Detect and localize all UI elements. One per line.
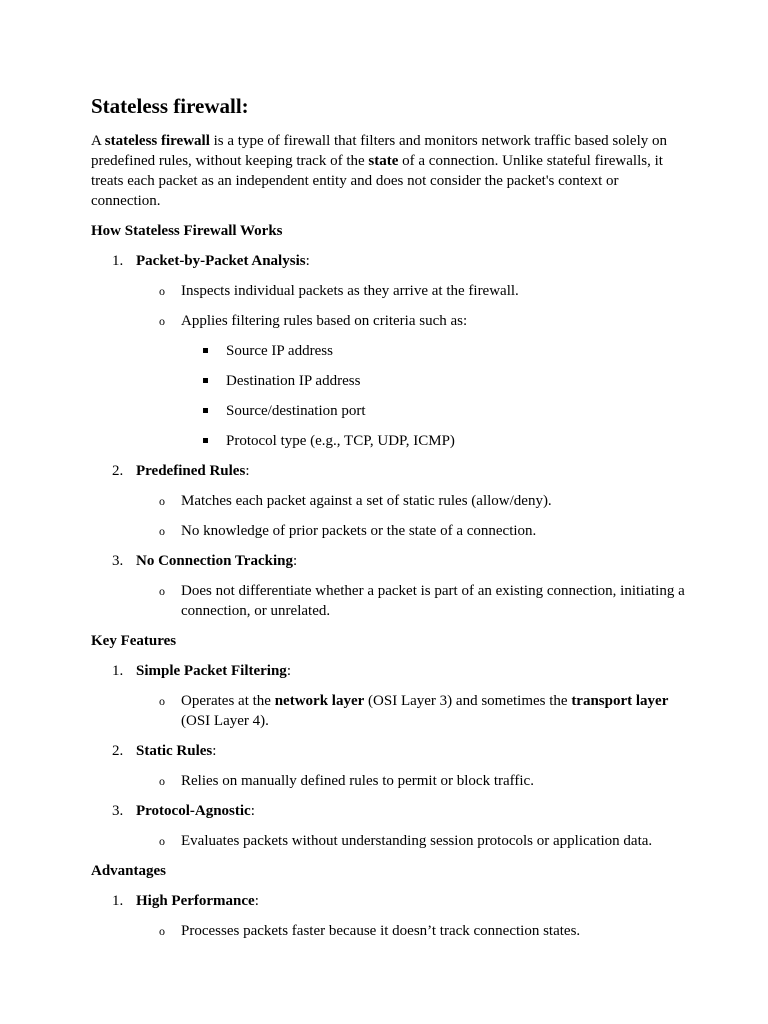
item-colon: : xyxy=(292,553,298,569)
sub-list-item xyxy=(91,831,688,851)
criteria-list-item xyxy=(91,341,688,361)
circle-bullet-icon: o xyxy=(159,774,165,788)
item-colon: : xyxy=(286,663,291,679)
criteria-text: Source IP address xyxy=(226,343,333,359)
item-number: 1. xyxy=(112,893,124,909)
section-heading-how: How Stateless Firewall Works xyxy=(91,223,283,239)
sub-list-item xyxy=(91,771,688,791)
item-number: 2. xyxy=(112,463,124,479)
square-bullet-icon xyxy=(203,408,208,413)
criteria-list-item xyxy=(91,431,688,451)
intro-bold-2: state xyxy=(368,153,399,169)
sub-item-text: Inspects individual packets as they arrive at the firewall. xyxy=(181,283,519,299)
intro-text-3: of a connection. Unlike stateful firewalls, it treats each packet as an independent entity and does not consider the packet's context or connection. xyxy=(91,153,663,209)
sub-text-2: (OSI Layer 3) and sometimes the xyxy=(364,693,572,709)
intro-text-2: is a type of firewall that filters and monitors network traffic based solely on predefined rules, without keeping track of the xyxy=(91,133,667,169)
intro-paragraph xyxy=(91,131,688,211)
sub-item-text xyxy=(181,693,668,729)
circle-bullet-icon: o xyxy=(159,284,165,298)
sub-item-text: Processes packets faster because it doesn’t track connection states. xyxy=(181,923,581,939)
sub-text-1: Operates at the xyxy=(181,693,275,709)
sub-bold-2: transport layer xyxy=(571,693,669,709)
square-bullet-icon xyxy=(203,438,208,443)
item-label: No Connection Tracking xyxy=(136,553,293,569)
criteria-text: Source/destination port xyxy=(226,403,366,419)
item-label: Packet-by-Packet Analysis xyxy=(136,253,306,269)
intro-bold-1: stateless firewall xyxy=(104,133,210,149)
sub-list-item xyxy=(91,521,688,541)
sub-list-item xyxy=(91,491,688,511)
list-item xyxy=(91,801,688,821)
circle-bullet-icon: o xyxy=(159,694,165,708)
item-colon: : xyxy=(250,803,255,819)
item-colon: : xyxy=(212,743,217,759)
list-item xyxy=(91,741,688,761)
item-colon: : xyxy=(245,463,250,479)
item-label: Static Rules xyxy=(136,743,213,759)
sub-list-item xyxy=(91,921,688,941)
list-item xyxy=(91,551,688,571)
criteria-list-item xyxy=(91,371,688,391)
sub-item-text: Relies on manually defined rules to permit or block traffic. xyxy=(181,773,534,789)
sub-item-text: Does not differentiate whether a packet is part of an existing connection, initiating a connection, or unrelated. xyxy=(181,583,685,619)
sub-item-text: Applies filtering rules based on criteria such as: xyxy=(181,313,468,329)
sub-item-text: Matches each packet against a set of static rules (allow/deny). xyxy=(181,493,552,509)
square-bullet-icon xyxy=(203,348,208,353)
sub-bold-1: network layer xyxy=(274,693,365,709)
item-number: 2. xyxy=(112,743,124,759)
sub-item-text: No knowledge of prior packets or the state of a connection. xyxy=(181,523,537,539)
intro-text-1: A xyxy=(91,133,105,149)
circle-bullet-icon: o xyxy=(159,494,165,508)
criteria-text: Protocol type (e.g., TCP, UDP, ICMP) xyxy=(226,433,455,449)
item-number: 1. xyxy=(112,663,124,679)
circle-bullet-icon: o xyxy=(159,834,165,848)
sub-text-3: (OSI Layer 4). xyxy=(181,713,269,729)
sub-list-item xyxy=(91,311,688,331)
item-number: 3. xyxy=(112,553,124,569)
item-label: High Performance xyxy=(136,893,255,909)
circle-bullet-icon: o xyxy=(159,524,165,538)
item-number: 3. xyxy=(112,803,124,819)
item-label: Predefined Rules xyxy=(136,463,246,479)
section-heading-advantages: Advantages xyxy=(91,863,167,879)
item-label: Simple Packet Filtering xyxy=(136,663,287,679)
list-item xyxy=(91,461,688,481)
circle-bullet-icon: o xyxy=(159,584,165,598)
criteria-list-item xyxy=(91,401,688,421)
list-item xyxy=(91,661,688,681)
page-title: Stateless firewall: xyxy=(91,94,249,118)
criteria-text: Destination IP address xyxy=(226,373,361,389)
circle-bullet-icon: o xyxy=(159,314,165,328)
item-number: 1. xyxy=(112,253,124,269)
list-item xyxy=(91,251,688,271)
sub-list-item xyxy=(91,691,688,731)
item-label: Protocol-Agnostic xyxy=(136,803,251,819)
item-colon: : xyxy=(305,253,310,269)
sub-list-item xyxy=(91,581,688,621)
sub-item-text: Evaluates packets without understanding session protocols or application data. xyxy=(181,833,653,849)
square-bullet-icon xyxy=(203,378,208,383)
section-heading-features: Key Features xyxy=(91,633,177,649)
sub-list-item xyxy=(91,281,688,301)
circle-bullet-icon: o xyxy=(159,924,165,938)
list-item xyxy=(91,891,688,911)
item-colon: : xyxy=(254,893,259,909)
